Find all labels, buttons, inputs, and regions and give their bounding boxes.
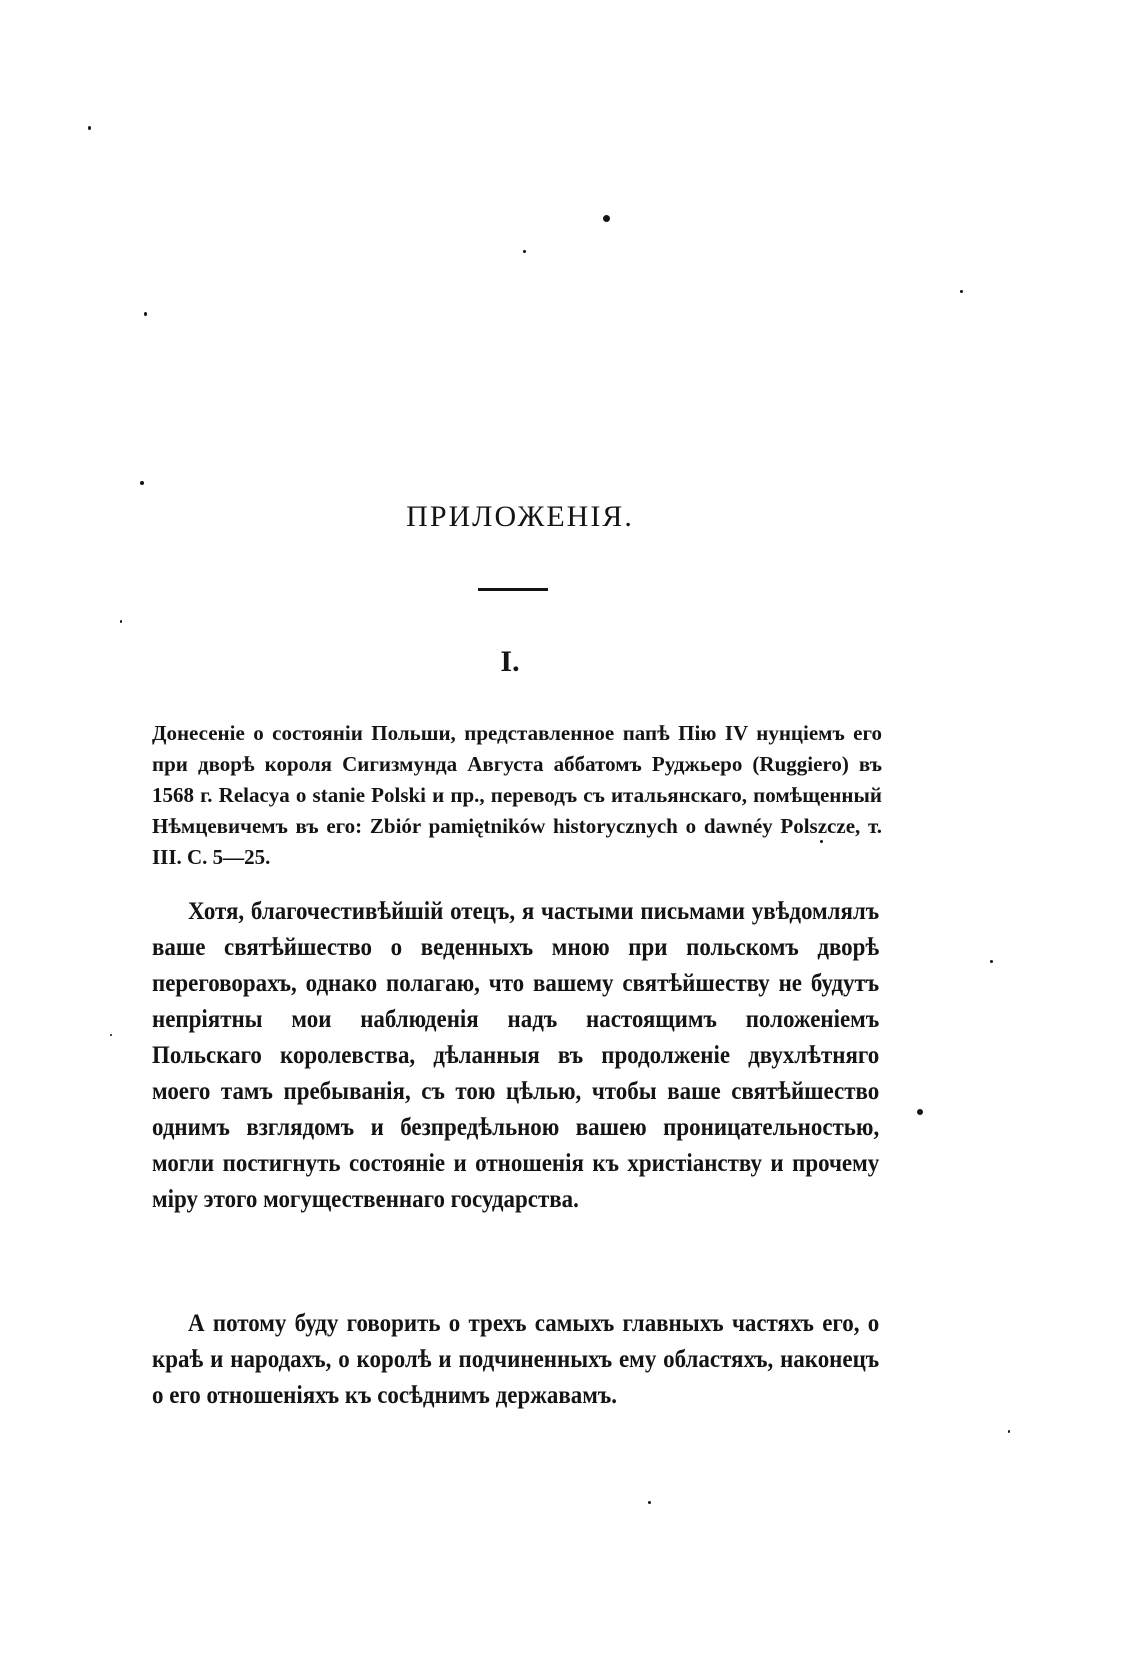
heading-divider	[478, 588, 548, 591]
scan-speck	[144, 312, 147, 316]
scan-speck	[523, 250, 526, 253]
scan-speck	[917, 1109, 923, 1115]
body-paragraph-1: Хотя, благочестивѣйшій отецъ, я частыми письмами увѣдомлялъ ваше святѣйшество о веденныхъ мною при польскомъ дворѣ переговорахъ, однако полагаю, что вашему святѣйшеству не будутъ непріятны мои наблюденія надъ настоящимъ положеніемъ Польскаго королевства, дѣланныя въ продолженіе двухлѣтняго моего тамъ пребыванія, съ тою цѣлью, чтобы ваше святѣйшество однимъ взглядомъ и безпредѣльною вашею проницательностью, могли постигнуть состояніе и отношенія къ христіанству и прочему міру этого могущественнаго государства.	[152, 896, 880, 1213]
scan-speck	[648, 1501, 651, 1504]
body-paragraph-2: А потому буду говорить о трехъ самыхъ главныхъ частяхъ его, о краѣ и народахъ, о королѣ и подчиненныхъ ему областяхъ, наконецъ о его отношеніяхъ къ сосѣднимъ державамъ.	[152, 1308, 880, 1409]
scan-speck	[603, 215, 610, 222]
document-summary: Донесеніе о состояніи Польши, представленное папѣ Пію IV нунціемъ его при дворѣ короля Сигизмунда Августа аббатомъ Руджьеро (Ruggiero) въ 1568 г. Relacya o stanie Polski и пр., переводъ съ итальянскаго, помѣщенный Нѣмцевичемъ въ его: Zbiór pamiętników historycznych o dawnéy Polszcze, т. III. С. 5—25.	[152, 721, 882, 869]
scan-speck	[990, 960, 993, 963]
scan-speck	[140, 481, 144, 485]
scan-speck	[88, 126, 91, 130]
scan-speck	[120, 620, 122, 623]
scan-speck	[820, 840, 823, 843]
appendix-heading: ПРИЛОЖЕНІЯ.	[406, 500, 634, 533]
section-numeral: I.	[500, 645, 520, 678]
scan-speck	[1008, 1430, 1010, 1433]
scan-speck	[110, 1034, 112, 1036]
scan-speck	[960, 290, 963, 293]
